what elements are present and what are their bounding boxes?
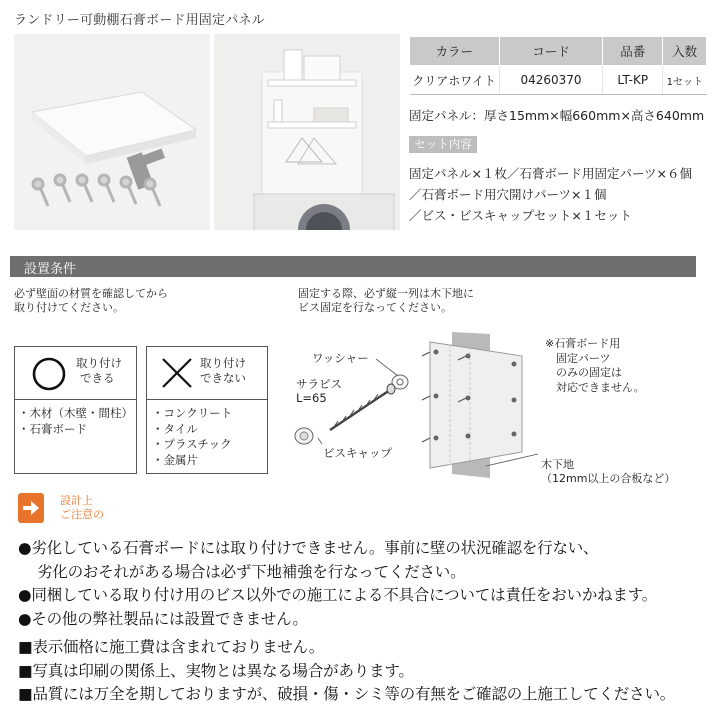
- washer-label: ワッシャー: [312, 351, 369, 365]
- product-photo-panel: [14, 34, 210, 230]
- list-item: ・タイル: [152, 421, 198, 436]
- screw-label-line: サラビス: [296, 377, 342, 391]
- ok-label: [76, 356, 122, 386]
- value-part-number: LT-KP: [603, 66, 663, 95]
- value-code: 04260370: [499, 66, 603, 95]
- notes-list: [18, 636, 675, 707]
- arrow-right-icon: [18, 493, 44, 523]
- circle-ok-icon: [29, 354, 69, 394]
- header-part-number: 品番: [603, 37, 663, 66]
- set-line: ／石膏ボード用穴開けパーツ×１個: [409, 187, 607, 202]
- warning-item: 劣化のおそれがある場合は必ず下地補強を行なってください。: [37, 562, 466, 581]
- list-item: ・木材（木壁・間柱）: [18, 406, 133, 420]
- stud-label-line: （12mm以上の合板など）: [541, 472, 676, 485]
- gypsum-parts-note: [545, 337, 645, 395]
- ng-label: [200, 356, 246, 386]
- ok-label-line: 取り付け: [76, 356, 122, 370]
- ng-material-list: [152, 406, 232, 468]
- note-line: 必ず壁面の材質を確認してから: [14, 287, 168, 300]
- set-contents: [409, 163, 692, 226]
- note-item: ■写真は印刷の関係上、実物とは異なる場合があります。: [18, 661, 414, 680]
- note-line: ※石膏ボード用: [545, 337, 621, 350]
- note-line: のみの固定は: [545, 366, 622, 379]
- note-line: ビス固定を行なってください。: [298, 301, 452, 314]
- ok-material-list: [18, 406, 133, 437]
- warning-list: [18, 537, 657, 631]
- header-color: カラー: [410, 37, 500, 66]
- screw-label-line: L=65: [296, 391, 327, 405]
- ng-label-line: できない: [200, 371, 246, 385]
- caution-heading: [60, 494, 104, 522]
- list-item: ・石膏ボード: [18, 421, 87, 436]
- dimensions: 固定パネル：厚さ15mm×幅660mm×高さ640mm: [409, 108, 705, 123]
- spec-header-row: [410, 37, 707, 66]
- caution-line: ご注意の: [60, 508, 104, 521]
- value-color: クリアホワイト: [410, 66, 500, 95]
- stud-label: [541, 458, 675, 486]
- screw-label: [296, 377, 342, 405]
- set-contents-label: セット内容: [409, 136, 477, 153]
- note-line: 固定パーツ: [545, 351, 611, 365]
- screw-cap-label: ビスキャップ: [323, 446, 392, 460]
- page-title: ランドリー可動棚石膏ボード用固定パネル: [14, 13, 265, 28]
- section-title: 設置条件: [24, 262, 77, 277]
- product-photo-installed: [214, 34, 400, 230]
- warning-item: ●劣化している石膏ボードには取り付けできません。事前に壁の状況確認を行ない、: [18, 539, 599, 557]
- ng-label-line: 取り付け: [200, 356, 246, 370]
- fixing-panel-drawing: [430, 342, 522, 468]
- header-code: コード: [499, 37, 603, 66]
- ok-label-line: できる: [80, 371, 115, 385]
- caution-line: 設計上: [60, 494, 93, 507]
- note-line: 固定する際、必ず縦一列は木下地に: [298, 287, 474, 300]
- section-bar: [10, 256, 696, 277]
- list-item: ・プラスチック: [152, 437, 232, 451]
- note-line: 対応できません。: [545, 380, 645, 394]
- list-item: ・金属片: [152, 452, 198, 467]
- wall-material-note: [14, 287, 168, 315]
- warning-item: ●同梱している取り付け用のビス以外での施工による不具合については責任をおいかねます。: [18, 586, 658, 604]
- note-item: ■品質には万全を期しておりますが、破損・傷・シミ等の有無をご確認の上施工してください。: [18, 685, 676, 703]
- header-quantity: 入数: [663, 37, 707, 66]
- set-line: 固定パネル×１枚／石膏ボード用固定パーツ×６個: [409, 166, 692, 181]
- set-line: ／ビス・ビスキャップセット×１セット: [409, 208, 632, 223]
- stud-fixing-note: [298, 287, 474, 315]
- list-item: ・コンクリート: [152, 406, 233, 420]
- note-item: ■表示価格に施工費は含まれておりません。: [18, 638, 325, 656]
- warning-item: ●その他の弊社製品には設置できません。: [18, 609, 308, 628]
- spec-table: [409, 36, 707, 95]
- stud-label-line: 木下地: [541, 458, 574, 471]
- cross-ng-icon: [159, 355, 195, 391]
- value-quantity: 1セット: [663, 66, 707, 95]
- note-line: 取り付けてください。: [14, 301, 124, 314]
- spec-value-row: [410, 66, 707, 95]
